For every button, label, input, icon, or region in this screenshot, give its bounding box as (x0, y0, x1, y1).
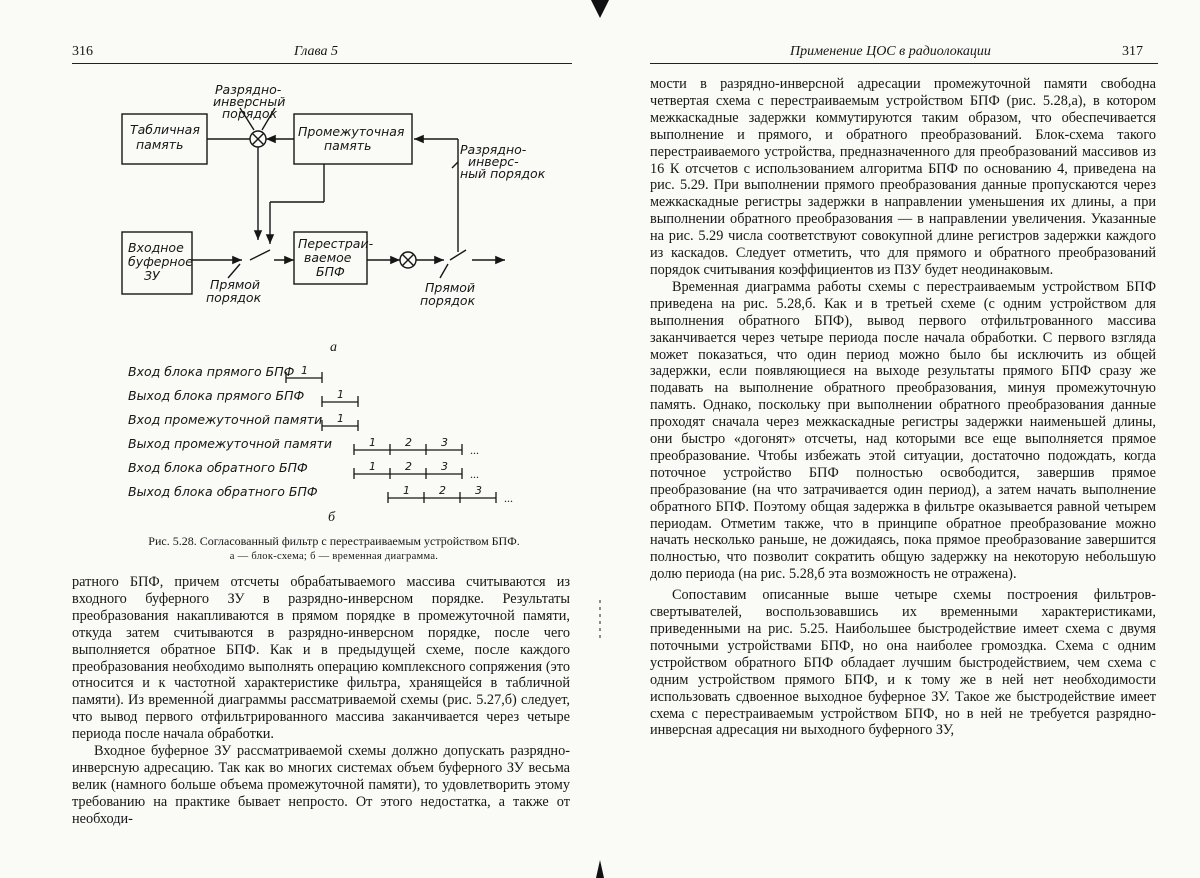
page-number: 316 (72, 44, 93, 59)
timing-period-label: 3 (475, 484, 482, 497)
timing-row-label: Выход блока обратного БПФ (128, 484, 318, 499)
paragraph: Входное буферное ЗУ рассматриваемой схемы должно допускать разрядно-инверсную адресацию. Так как во многих системах объем буферного ЗУ весьма велик (намного больше объема промежуточной памяти), то удовлетворить этому требованию на практике бывает непросто. От этого недостатка, а также от необходи- (72, 743, 570, 827)
timing-period-label: 1 (369, 460, 376, 473)
figure-letter-b: б (328, 510, 336, 525)
right-body-text (650, 76, 1156, 739)
timing-row-label: Выход блока прямого БПФ (128, 388, 305, 403)
direct-order-right-1: Прямой (425, 280, 476, 295)
header-rule (72, 63, 572, 64)
timing-period-label: 1 (369, 436, 376, 449)
paragraph: Сопоставим описанные выше четыре схемы построения фильтров-свертывателей, воспользовавшись их временными характеристиками, приведенными на рис. 5.25. Наибольшее быстродействие имеет схема с двумя поточными устройствами БПФ, но она наиболее громоздка. Схема с одним устройством обратного БПФ обладает лучшим быстродействием, чем схема с одним устройством прямого БПФ, и к тому же в ней нет необходимости использовать сдвоенное выходное буферное ЗУ. Такое же быстродействие имеет схема с перестраиваемым устройством БПФ, но в ней не требуется разрядно-инверсная адресация ни выходного буферного ЗУ, (650, 587, 1156, 739)
timing-row-label: Вход блока обратного БПФ (128, 460, 308, 475)
timing-period-label: 2 (405, 436, 412, 449)
bit-reversed-top-2: инверсный (213, 94, 286, 109)
timing-ellipsis: ... (470, 443, 479, 457)
running-title: Применение ЦОС в радиолокации (790, 44, 991, 59)
timing-diagram (120, 358, 520, 508)
page-number: 317 (1122, 44, 1143, 59)
table-memory-label-2: память (136, 137, 184, 152)
direct-order-right-2: порядок (420, 293, 476, 308)
intermediate-memory-label-1: Промежуточная (298, 124, 405, 139)
timing-period-label: 3 (441, 460, 448, 473)
running-title: Глава 5 (294, 44, 338, 59)
timing-row-label: Выход промежуточной памяти (128, 436, 333, 451)
timing-period-label: 2 (405, 460, 412, 473)
left-body-text (72, 574, 570, 828)
timing-row-label: Вход промежуточной памяти (128, 412, 323, 427)
paragraph: мости в разрядно-инверсной адресации промежуточной памяти свободна четвертая схема с перестраиваемым устройством БПФ (рис. 5.28,а), в котором межкаскадные задержки коммутируются таким образом, что обеспечивается выполнение и прямого, и обратного преобразований. Блок-схема такого перестраиваемого устройства, предназначенного для преобразований массивов из 16 К отсчетов с использованием алгоритма БПФ по основанию 4, приведена на рис. 5.29. При выполнении прямого преобразования данные пропускаются через межкаскадные регистры задержки в направлении уменьшения их длины, а при выполнении обратного преобразования — в направлении увеличения. Указанные на рис. 5.29 числа соответствуют совокупной длине регистров задержки каждого из каскадов. Следует отметить, что для прямого и обратного преобразований порядок считывания коэффициентов из ПЗУ будет неодинаковым. (650, 76, 1156, 278)
timing-period-label: 1 (403, 484, 410, 497)
timing-ellipsis: ... (504, 491, 513, 505)
bit-reversed-top-3: порядок (222, 106, 278, 121)
figure-letter-a: а (330, 340, 337, 355)
timing-row-label: Вход блока прямого БПФ (128, 364, 295, 379)
timing-period-label: 3 (441, 436, 448, 449)
direct-order-left-1: Прямой (210, 277, 261, 292)
table-memory-label-1: Табличная (130, 122, 200, 137)
right-page (600, 0, 1200, 878)
block-diagram (110, 82, 550, 332)
paragraph: ратного БПФ, причем отсчеты обрабатываемого массива считываются из входного буферного ЗУ в разрядно-инверсном порядке. Результаты преобразования накапливаются в прямом порядке в промежуточной памяти, откуда затем считываются в разрядно-инверсном порядке, после чего выполняется обратное БПФ. Как и в предыдущей схеме, после каждого преобразования необходимо выполнять операцию комплексного сопряжения (это относится и к частотной характеристике фильтра, хранящейся в табличной памяти). Из временно́й диаграммы рассматриваемой схемы (рис. 5.27,б) следует, что вывод первого отфильтрированного массива заканчивается через четыре периода после начала обработки. (72, 574, 570, 743)
input-buffer-label-2: буферное (128, 254, 193, 269)
bit-reversed-right-1: Разрядно- (460, 142, 527, 157)
fft-label-2: ваемое (304, 250, 352, 265)
fft-label-3: БПФ (316, 264, 345, 279)
timing-period-label: 2 (439, 484, 446, 497)
caption-main: Рис. 5.28. Согласованный фильтр с перестраиваемым устройством БПФ. (148, 534, 520, 548)
caption-sub: а — блок-схема; б — временная диаграмма. (229, 551, 439, 562)
bit-reversed-top-1: Разрядно- (215, 82, 282, 97)
timing-period-label: 1 (337, 388, 344, 401)
timing-period-label: 1 (301, 364, 308, 377)
direct-order-left-2: порядок (206, 290, 262, 305)
bit-reversed-right-2: инверс- (468, 154, 519, 169)
input-buffer-label-1: Входное (128, 240, 184, 255)
fft-label-1: Перестраи- (298, 236, 374, 251)
header-rule (650, 63, 1158, 64)
timing-ellipsis: ... (470, 467, 479, 481)
paragraph: Временная диаграмма работы схемы с перестраиваемым устройством БПФ приведена на рис. 5.28,б. Как и в третьей схеме (с одним устройством для выполнения обратного БПФ), вывод первого отфильтрованного массива заканчивается через четыре периода после начала обработки. С первого взгляда может показаться, что один период можно было бы исключить из общей задержки, если появляющиеся на выходе результаты прямого БПФ сразу же подавать на выполнение обратного преобразования, минуя промежуточную память. Однако, поскольку при выполнении обратного преобразования данные проходят сначала через межкаскадные регистры задержки наименьшей длины, они быстро «догонят» отсчеты, над которыми все еще выполняется прямое преобразование. Чтобы избежать этой ситуации, достаточно подождать, когда поточное устройство БПФ полностью освободится, завершив прямое преобразование (на что затрачивается один период), а затем начать выполнение обратного БПФ. Поэтому общая задержка в фильтре оказывается равной четырем периодам. Отметим также, что в принципе обратное преобразование можно начать несколько раньше, не дожидаясь, пока прямое преобразование завершится полностью, что позволит сократить общую задержку на некоторую небольшую долю периода (на рис. 5.28,б эта возможность не отражена). (650, 278, 1156, 583)
timing-period-label: 1 (337, 412, 344, 425)
intermediate-memory-label-2: память (324, 138, 372, 153)
bit-reversed-right-3: ный порядок (460, 166, 546, 181)
figure-caption (84, 533, 584, 565)
input-buffer-label-3: ЗУ (144, 268, 160, 283)
